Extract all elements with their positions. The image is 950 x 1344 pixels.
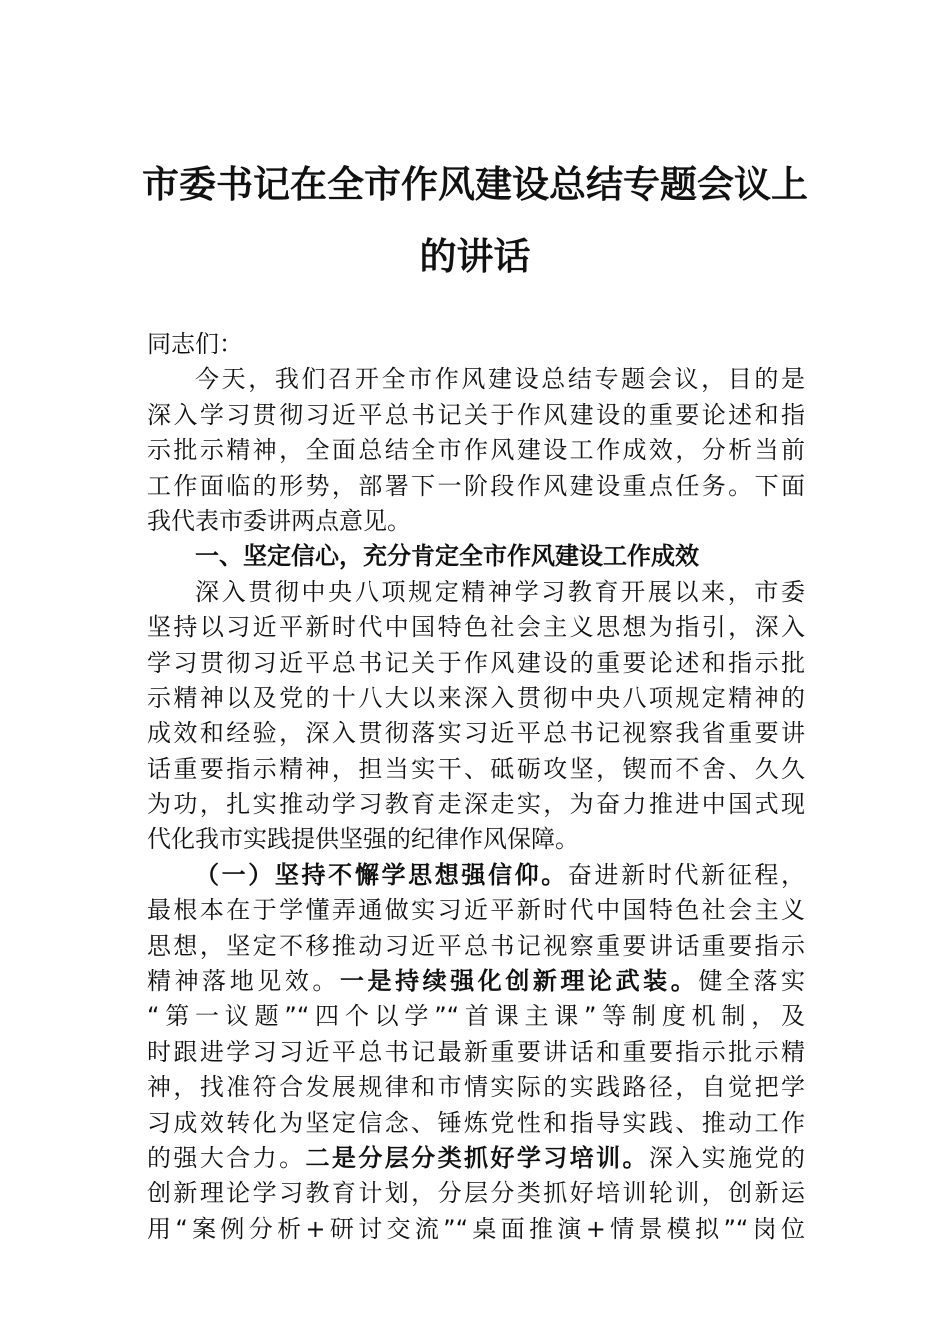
paragraph-3-line (147, 1141, 805, 1176)
paragraph-1-line: 工作面临的形势，部署下一阶段作风建设重点任务。下面 (147, 471, 805, 500)
document-body (147, 327, 805, 1247)
document-title-line-2: 的讲话 (419, 234, 531, 278)
paragraph-3-line: 最根本在于学懂弄通做实习近平新时代中国特色社会主义 (147, 896, 805, 925)
paragraph-2-line: 成效和经验，深入贯彻落实习近平总书记视察我省重要讲 (147, 719, 805, 748)
paragraph-2-line: 为功，扎实推动学习教育走深走实，为奋力推进中国式现 (147, 790, 805, 819)
paragraph-3-line: “第一议题”“四个以学”“首课主课”等制度机制，及 (147, 1002, 805, 1031)
paragraph-3-line (147, 858, 805, 893)
paragraph-3-line: 用“案例分析+研讨交流”“桌面推演+情景模拟”“岗位 (147, 1214, 805, 1243)
paragraph-3-text: 奋进新时代新征程， (567, 860, 806, 889)
paragraph-2-line: 示精神以及党的十八大以来深入贯彻中央八项规定精神的 (147, 683, 805, 712)
document-title-line-1: 市委书记在全市作风建设总结专题会议上 (142, 162, 808, 206)
paragraph-1-line: 我代表市委讲两点意见。 (147, 506, 411, 535)
paragraph-2-line: 坚持以习近平新时代中国特色社会主义思想为指引，深入 (147, 613, 805, 642)
paragraph-1-line: 深入学习贯彻习近平总书记关于作风建设的重要论述和指 (147, 400, 805, 429)
paragraph-3-line: 习成效转化为坚定信念、锤炼党性和指导实践、推动工作 (147, 1108, 805, 1137)
subheading-1: （一）坚持不懈学思想强信仰。 (195, 860, 568, 889)
paragraph-3-line: 创新理论学习教育计划，分层分类抓好培训轮训，创新运 (147, 1179, 805, 1208)
paragraph-2-line: 话重要指示精神，担当实干、砥砺攻坚，锲而不舍、久久 (147, 754, 805, 783)
paragraph-3-line: 思想，坚定不移推动习近平总书记视察重要讲话重要指示 (147, 931, 805, 960)
paragraph-2-line: 学习贯彻习近平总书记关于作风建设的重要论述和指示批 (147, 648, 805, 677)
paragraph-3-text: 健全落实 (698, 967, 806, 996)
paragraph-3-line: 神，找准符合发展规律和市情实际的实践路径，自觉把学 (147, 1073, 805, 1102)
point-heading-1: 一是持续强化创新理论武装。 (339, 967, 699, 996)
paragraph-3-text: 的强大合力。 (147, 1143, 306, 1172)
paragraph-3-line: 时跟进学习习近平总书记最新重要讲话和重要指示批示精 (147, 1037, 805, 1066)
salutation: 同志们： (147, 330, 243, 358)
paragraph-2-line: 深入贯彻中央八项规定精神学习教育开展以来，市委 (195, 577, 805, 606)
point-heading-2: 二是分层分类抓好学习培训。 (305, 1143, 649, 1172)
section-heading-1: 一、坚定信心，充分肯定全市作风建设工作成效 (195, 542, 699, 571)
paragraph-3-text: 深入实施党的 (648, 1143, 806, 1172)
paragraph-3-line (147, 964, 805, 999)
paragraph-1-line: 示批示精神，全面总结全市作风建设工作成效，分析当前 (147, 436, 805, 465)
paragraph-1-line: 今天，我们召开全市作风建设总结专题会议，目的是 (195, 365, 805, 394)
paragraph-3-text: 精神落地见效。 (147, 967, 340, 996)
paragraph-2-line: 代化我市实践提供坚强的纪律作风保障。 (147, 825, 579, 854)
